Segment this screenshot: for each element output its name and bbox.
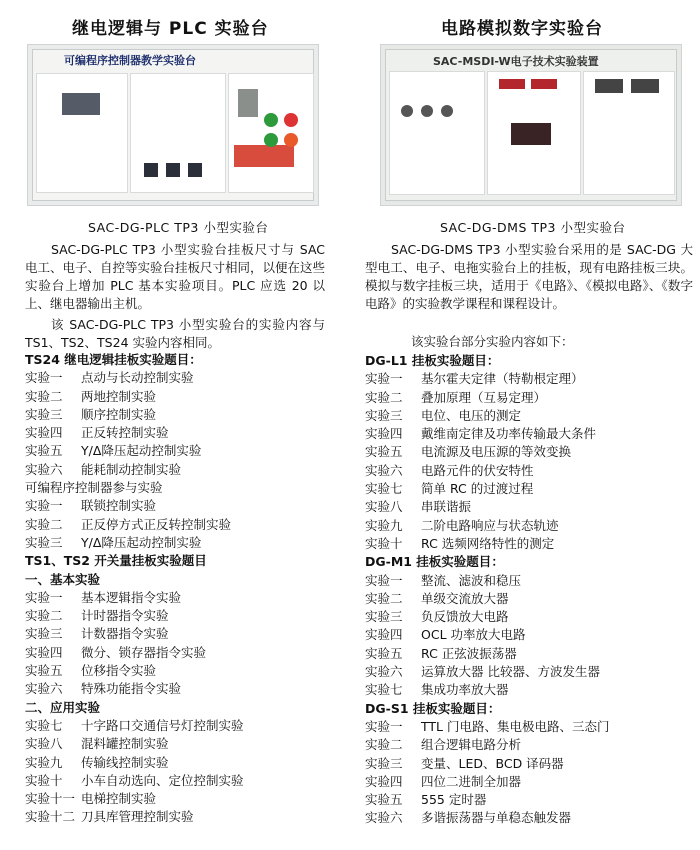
dms-bench-photo [380, 44, 682, 206]
list-item [25, 388, 340, 406]
experiment-number: 实验二 [25, 608, 63, 624]
list-item [365, 773, 695, 791]
experiment-title: Y/Δ降压起动控制实验 [81, 534, 202, 550]
switch-block [188, 163, 202, 177]
indicator-green [264, 113, 278, 127]
experiment-number: 实验四 [25, 425, 63, 441]
list-item [365, 791, 695, 809]
experiment-title: 电流源及电压源的等效变换 [421, 444, 572, 460]
list-item [365, 370, 695, 388]
experiment-title: RC 选频网络特性的测定 [421, 535, 555, 551]
photo-label: 可编程序控制器教学实验台 [64, 54, 196, 67]
knob [421, 105, 433, 117]
contactor-row [234, 145, 294, 167]
experiment-title: 两地控制实验 [81, 388, 157, 404]
list-item [25, 717, 340, 735]
experiment-title: 顺序控制实验 [81, 406, 157, 422]
experiment-number: 实验十 [365, 535, 403, 551]
list-item [365, 480, 695, 498]
experiment-number: 实验九 [365, 517, 403, 533]
experiment-title: DG-L1 挂板实验题目： [365, 353, 500, 368]
experiment-title: 整流、滤波和稳压 [421, 572, 522, 588]
list-item [25, 461, 340, 479]
experiment-number: 实验三 [25, 534, 63, 550]
plc-unit [62, 93, 100, 115]
list-item [365, 572, 695, 590]
experiment-number: 实验三 [365, 407, 403, 423]
experiment-title: 基本逻辑指令实验 [81, 589, 182, 605]
list-item [25, 406, 340, 424]
right-experiment-list [365, 352, 695, 828]
list-item [25, 625, 340, 643]
experiment-number: 实验八 [365, 499, 403, 515]
experiment-title: 多谐振荡器与单稳态触发器 [421, 810, 572, 826]
list-item [365, 608, 695, 626]
experiment-title: 电位、电压的测定 [421, 407, 522, 423]
experiment-number: 实验七 [25, 717, 63, 733]
experiment-title: 简单 RC 的过渡过程 [421, 481, 534, 497]
experiment-number: 实验五 [25, 663, 63, 679]
experiment-title: RC 正弦波振荡器 [421, 645, 517, 661]
list-item [25, 442, 340, 460]
list-item [365, 425, 695, 443]
knob [441, 105, 453, 117]
display-segment [499, 79, 525, 89]
list-item [25, 808, 340, 826]
list-item [25, 497, 340, 515]
list-item [365, 663, 695, 681]
experiment-number: 实验六 [365, 810, 403, 826]
list-item [365, 718, 695, 736]
right-title: 电路模拟数字实验台 [441, 19, 603, 39]
switch-block [166, 163, 180, 177]
list-item [25, 644, 340, 662]
left-title: 继电逻辑与 PLC 实验台 [72, 19, 269, 39]
experiment-number: 实验七 [365, 481, 403, 497]
experiment-title: 正反转控制实验 [81, 425, 169, 441]
experiment-title: OCL 功率放大电路 [421, 627, 526, 643]
photo-plate [389, 71, 485, 195]
photo-plate [36, 73, 128, 193]
list-item [365, 755, 695, 773]
experiment-number: 实验二 [365, 737, 403, 753]
experiment-title: 一、基本实验 [25, 571, 101, 587]
right-paragraph-2: 该实验台部分实验内容如下： [411, 334, 574, 349]
experiment-number: 实验四 [365, 627, 403, 643]
list-item [25, 479, 340, 497]
list-heading [25, 699, 340, 717]
list-heading [365, 352, 695, 370]
experiment-number: 实验六 [365, 664, 403, 680]
experiment-number: 实验一 [365, 718, 403, 734]
experiment-number: 实验四 [365, 426, 403, 442]
experiment-title: 混料罐控制实验 [81, 736, 169, 752]
experiment-number: 实验三 [25, 626, 63, 642]
left-experiment-list [25, 351, 340, 827]
list-item [365, 535, 695, 553]
experiment-number: 实验八 [25, 736, 63, 752]
experiment-title: Y/Δ降压起动控制实验 [81, 443, 202, 459]
switch-block [144, 163, 158, 177]
experiment-number: 实验五 [365, 645, 403, 661]
led-display [595, 79, 623, 93]
experiment-number: 实验十二 [25, 809, 76, 825]
experiment-title: 十字路口交通信号灯控制实验 [81, 717, 244, 733]
list-heading [365, 553, 695, 571]
list-item [25, 424, 340, 442]
experiment-number: 实验十 [25, 772, 63, 788]
experiment-number: 实验一 [25, 370, 63, 386]
experiment-number: 实验二 [25, 388, 63, 404]
relay-unit [238, 89, 258, 117]
list-item [365, 517, 695, 535]
experiment-title: 微分、锁存器指令实验 [81, 644, 207, 660]
experiment-number: 实验五 [25, 443, 63, 459]
experiment-title: DG-S1 挂板实验题目： [365, 700, 501, 716]
list-item [365, 590, 695, 608]
experiment-number: 实验四 [25, 644, 63, 660]
experiment-number: 实验三 [365, 609, 403, 625]
experiment-title: 变量、LED、BCD 译码器 [421, 755, 564, 771]
list-item [365, 443, 695, 461]
experiment-title: 组合逻辑电路分析 [421, 737, 522, 753]
list-item [365, 645, 695, 663]
list-item [365, 389, 695, 407]
list-item [25, 772, 340, 790]
experiment-number: 实验九 [25, 754, 63, 770]
right-paragraph-1: SAC-DG-DMS TP3 小型实验台采用的是 SAC-DG 大型电工、电子、电拖实验台上的挂板，现有电路挂板三块。模拟与数字挂板三块，适用于《电路》、《模拟电路》、《数字电路》的实验教学课程和课程设计。 [365, 242, 693, 311]
experiment-title: 计数器指令实验 [81, 626, 169, 642]
list-item [25, 754, 340, 772]
list-heading [25, 351, 340, 369]
list-item [25, 680, 340, 698]
list-item [365, 626, 695, 644]
plc-bench-photo [27, 44, 319, 206]
experiment-number: 实验一 [25, 589, 63, 605]
experiment-title: 能耗制动控制实验 [81, 461, 182, 477]
experiment-number: 实验一 [365, 371, 403, 387]
list-item [25, 790, 340, 808]
list-item [365, 407, 695, 425]
experiment-title: 可编程序控制器参与实验 [25, 480, 163, 496]
experiment-number: 实验三 [365, 755, 403, 771]
experiment-number: 实验五 [365, 444, 403, 460]
experiment-title: 计时器指令实验 [81, 608, 169, 624]
experiment-number: 实验二 [25, 516, 63, 532]
list-item [25, 662, 340, 680]
experiment-number: 实验六 [365, 462, 403, 478]
left-caption: SAC-DG-PLC TP3 小型实验台 [88, 220, 269, 235]
experiment-title: TS24 继电逻辑挂板实验题目： [25, 352, 202, 367]
experiment-title: TTL 门电路、集电极电路、三态门 [421, 718, 610, 734]
list-item [365, 498, 695, 516]
experiment-title: 基尔霍夫定律（特勒根定理） [421, 371, 584, 387]
indicator-orange [284, 133, 298, 147]
experiment-title: 运算放大器 比较器、方波发生器 [421, 664, 600, 680]
experiment-title: 戴维南定律及功率传输最大条件 [421, 426, 597, 442]
right-caption: SAC-DG-DMS TP3 小型实验台 [440, 220, 626, 235]
experiment-number: 实验一 [25, 498, 63, 514]
knob [401, 105, 413, 117]
list-item [25, 516, 340, 534]
experiment-number: 实验六 [25, 681, 63, 697]
experiment-number: 实验五 [365, 792, 403, 808]
experiment-number: 实验二 [365, 590, 403, 606]
list-item [365, 736, 695, 754]
experiment-title: TS1、TS2 开关量挂板实验题目 [25, 553, 207, 569]
experiment-title: 555 定时器 [421, 792, 487, 808]
experiment-title: 四位二进制全加器 [421, 773, 522, 789]
experiment-title: 二、应用实验 [25, 699, 101, 715]
list-item [25, 735, 340, 753]
list-item [25, 369, 340, 387]
led-display [631, 79, 659, 93]
experiment-title: 小车自动选向、定位控制实验 [81, 772, 244, 788]
experiment-title: 传输线控制实验 [81, 754, 169, 770]
list-item [365, 809, 695, 827]
list-item [25, 534, 340, 552]
list-heading [25, 571, 340, 589]
experiment-number: 实验十一 [25, 791, 76, 807]
experiment-number: 实验七 [365, 682, 403, 698]
list-heading [365, 700, 695, 718]
experiment-title: 联锁控制实验 [81, 498, 157, 514]
photo-label: SAC-MSDI-W电子技术实验装置 [433, 55, 599, 68]
experiment-title: 负反馈放大电路 [421, 609, 509, 625]
list-item [25, 607, 340, 625]
experiment-number: 实验六 [25, 461, 63, 477]
left-paragraph-1: SAC-DG-PLC TP3 小型实验台挂板尺寸与 SAC 电工、电子、自控等实验台挂板尺寸相同，以便在这些实验台上增加 PLC 基本实验项目。PLC 应选 20 以上、继电器输出主机。 [25, 242, 326, 311]
experiment-title: 电路元件的伏安特性 [421, 462, 534, 478]
experiment-number: 实验一 [365, 572, 403, 588]
experiment-number: 实验二 [365, 389, 403, 405]
experiment-title: 点动与长动控制实验 [81, 370, 194, 386]
left-paragraph-2: 该 SAC-DG-PLC TP3 小型实验台的实验内容与 TS1、TS2、TS24 实验内容相同。 [25, 317, 325, 350]
experiment-title: 叠加原理（互易定理） [421, 389, 547, 405]
experiment-title: 单级交流放大器 [421, 590, 509, 606]
list-item [365, 462, 695, 480]
list-heading [25, 552, 340, 570]
experiment-title: 刀具库管理控制实验 [81, 809, 194, 825]
experiment-title: DG-M1 挂板实验题目： [365, 554, 504, 570]
indicator-green [264, 133, 278, 147]
meter-display [511, 123, 551, 145]
experiment-number: 实验三 [25, 406, 63, 422]
experiment-title: 特殊功能指令实验 [81, 681, 182, 697]
experiment-title: 串联谐振 [421, 499, 472, 515]
indicator-red [284, 113, 298, 127]
experiment-title: 二阶电路响应与状态轨迹 [421, 517, 559, 533]
experiment-title: 电梯控制实验 [81, 791, 157, 807]
display-segment [531, 79, 557, 89]
experiment-number: 实验四 [365, 773, 403, 789]
list-item [365, 681, 695, 699]
experiment-title: 正反停方式正反转控制实验 [81, 516, 232, 532]
experiment-title: 集成功率放大器 [421, 682, 509, 698]
experiment-title: 位移指令实验 [81, 663, 157, 679]
list-item [25, 589, 340, 607]
